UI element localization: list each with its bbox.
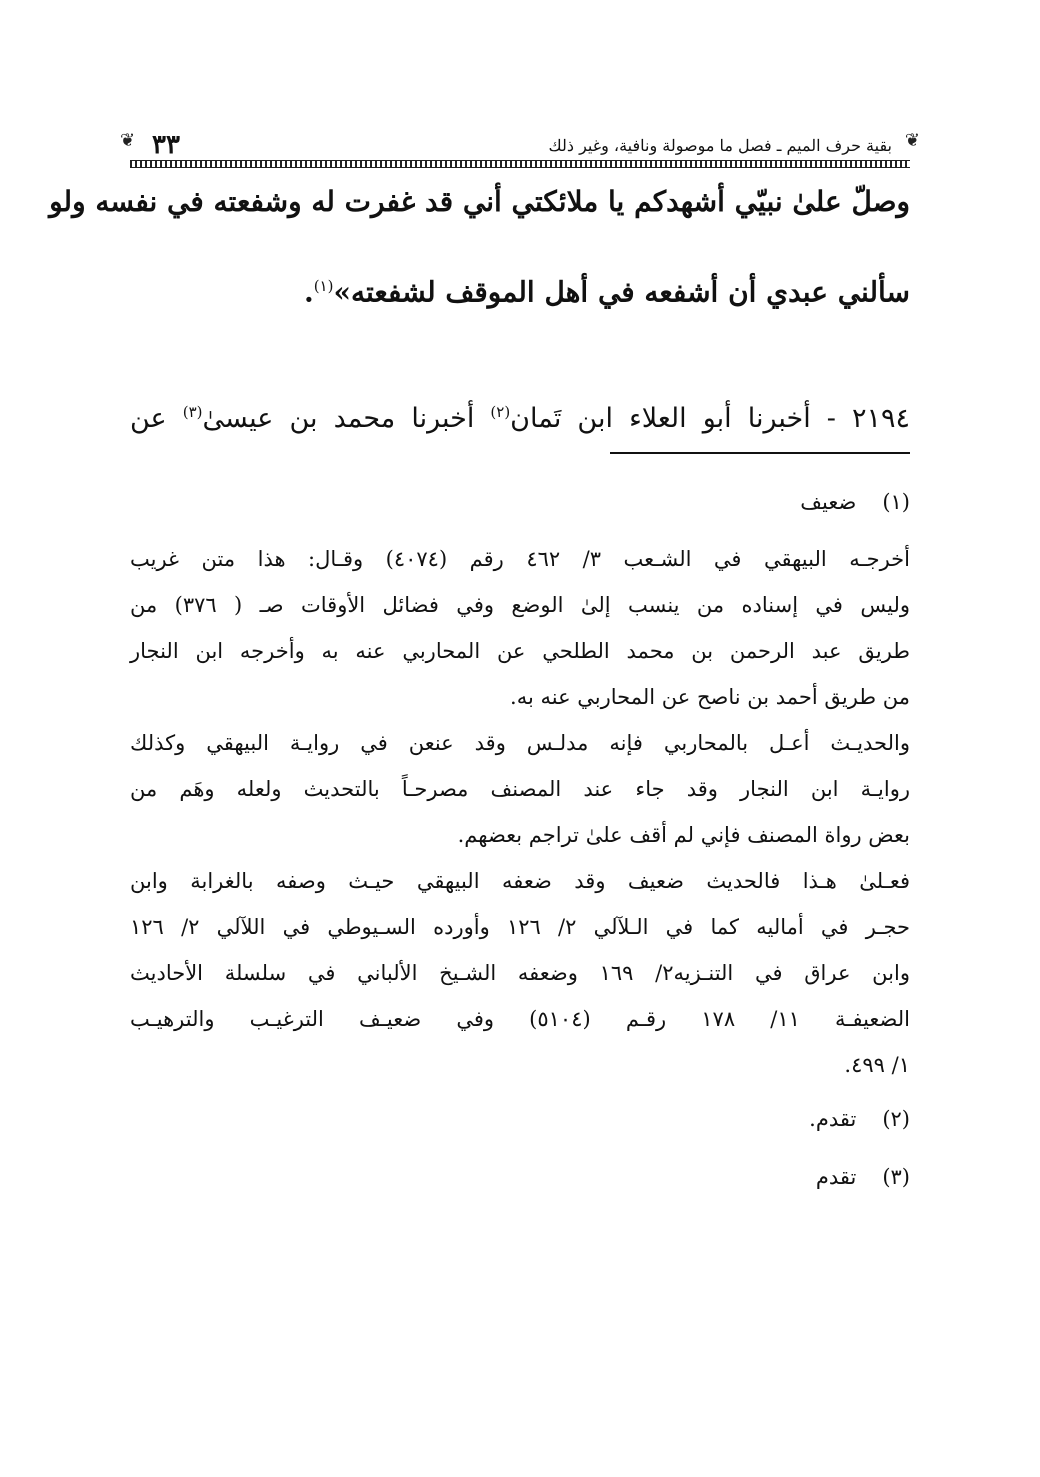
footnote-line: حجـر في أماليه كما في الـلآلي ٢/ ١٢٦ وأورده السـيوطي في اللآلي ٢/ ١٢٦ (130, 915, 910, 939)
hadith-line (130, 392, 910, 439)
footnote-line: روايـة ابن النجار وقد جاء عند المصنف مصرحـاً بالتحديث ولعله وهَم من (130, 777, 910, 801)
footnote-2-heading (130, 1092, 910, 1146)
footnote-line: طريق عبد الرحمن بن محمد الطلحي عن المحاربي عنه به وأخرجه ابن النجار (130, 639, 910, 663)
main-text (49, 182, 910, 312)
main-text-segment: . (303, 275, 314, 309)
footnote-number: (٢) (882, 1107, 910, 1131)
header-decorative-rule (130, 160, 910, 168)
main-text-line (130, 266, 910, 312)
running-title: بقية حرف الميم ـ فصل ما موصولة ونافية، وغير ذلك (548, 136, 892, 155)
footnote-separator (610, 452, 910, 454)
footnote-reference: (١) (313, 277, 334, 295)
footnote-line: والحديـث أعـل بالمحاربي فإنه مدلـس وقد عنعن في روايـة البيهقي وكذلك (130, 731, 910, 755)
main-text-line: وصلّ علىٰ نبيّي أشهدكم يا ملائكتي أني قد غفرت له وشفعته في نفسه ولو (49, 185, 910, 218)
footnote-line: بعض رواة المصنف فإني لم أقف علىٰ تراجم بعضهم. (457, 823, 910, 847)
header-ornament-right: ❦ (904, 130, 920, 151)
footnote-reference: (٣) (182, 403, 203, 421)
footnote-number: (١) (882, 490, 910, 514)
footnotes (130, 482, 910, 1204)
page-number: ٣٣ (152, 130, 180, 160)
footnote-line: وابن عراق في التنـزيه٢/ ١٦٩ وضعفه الشـيخ الألباني في سلسلة الأحاديث (130, 961, 910, 985)
footnote-line: ١/ ٤٩٩. (844, 1053, 910, 1077)
page-header (120, 128, 920, 168)
hadith-segment: ٢١٩٤ - أخبرنا أبو العلاء ابن تَمان (510, 403, 910, 434)
footnote-1-body (130, 536, 910, 1088)
main-text-segment: سألني عبدي أن أشفعه في أهل الموقف لشفعته» (333, 275, 910, 309)
footnote-line: الضعيفـة ١١/ ١٧٨ رقـم (٥١٠٤) وفي ضعيـف الترغيـب والترهيـب (130, 1007, 910, 1031)
footnote-line: من طريق أحمد بن ناصح عن المحاربي عنه به. (510, 685, 910, 709)
header-ornament-left: ❦ (120, 130, 136, 151)
footnote-3-heading (130, 1150, 910, 1204)
footnote-label: تقدم. (809, 1107, 857, 1131)
hadith-segment: أخبرنا محمد بن عيسىٰ (202, 403, 491, 434)
footnote-label: ضعيف (800, 490, 857, 514)
footnote-1-heading (130, 482, 910, 522)
footnote-number: (٣) (882, 1165, 910, 1189)
footnote-line: وليس في إسناده من ينسب إلىٰ الوضع وفي فضائل الأوقات صـ ( ٣٧٦) من (130, 593, 910, 617)
footnote-label: تقدم (815, 1165, 857, 1189)
hadith-segment: عن (130, 403, 183, 434)
footnote-line: أخرجـه البيهقي في الشـعب ٣/ ٤٦٢ رقم (٤٠٧٤) وقـال: هذا متن غريب (130, 547, 910, 571)
footnote-reference: (٢) (490, 403, 511, 421)
footnote-line: فعـلىٰ هـذا فالحديث ضعيف وقد ضعفه البيهقي حيـث وصفه بالغرابة وابن (130, 869, 910, 893)
